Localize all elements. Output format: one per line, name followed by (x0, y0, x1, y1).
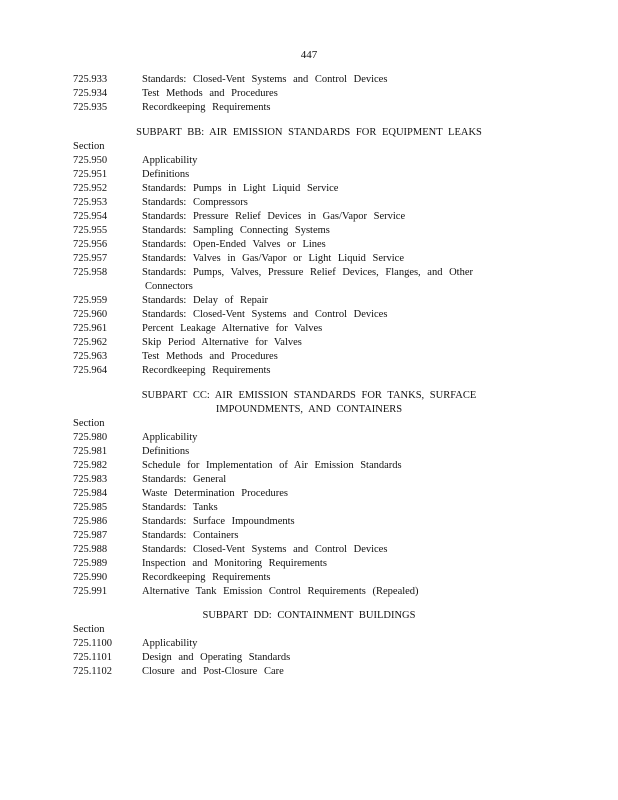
section-title: Alternative Tank Emission Control Requirements (Repealed) (142, 586, 419, 597)
list-item (73, 585, 553, 599)
list-item (73, 557, 553, 571)
list-item (73, 473, 553, 487)
section-number: 725.987 (73, 530, 108, 541)
section-title: Standards: Pumps in Light Liquid Service (142, 183, 339, 194)
section-number: 725.983 (73, 474, 108, 485)
section-title: Standards: Surface Impoundments (142, 516, 295, 527)
section-title: Percent Leakage Alternative for Valves (142, 323, 323, 334)
list-item (73, 501, 553, 515)
section-number: 725.1101 (73, 652, 112, 663)
list-item (73, 182, 553, 196)
section-title: Standards: Closed-Vent Systems and Control Devices (142, 544, 388, 555)
list-item (73, 154, 553, 168)
section-title: Recordkeeping Requirements (142, 365, 271, 376)
list-item (73, 459, 553, 473)
section-title: Standards: General (142, 474, 227, 485)
section-number: 725.1102 (73, 666, 112, 677)
section-number: 725.933 (73, 74, 108, 85)
list-item (73, 210, 553, 224)
section-title: Standards: Closed-Vent Systems and Control Devices (142, 74, 388, 85)
subpart-dd-heading: SUBPART DD: CONTAINMENT BUILDINGS (202, 610, 416, 621)
section-title: Standards: Valves in Gas/Vapor or Light Liquid Service (142, 253, 404, 264)
section-title: Test Methods and Procedures (142, 351, 278, 362)
section-title: Test Methods and Procedures (142, 88, 278, 99)
section-title: Standards: Pressure Relief Devices in Gas/Vapor Service (142, 211, 406, 222)
subpart-cc-heading-line2: IMPOUNDMENTS, AND CONTAINERS (215, 404, 403, 415)
section-number: 725.991 (73, 586, 108, 597)
section-number: 725.950 (73, 155, 108, 166)
section-number: 725.1100 (73, 638, 112, 649)
section-number: 725.954 (73, 211, 108, 222)
section-number: 725.990 (73, 572, 108, 583)
section-label: Section (73, 141, 105, 152)
section-title: Standards: Sampling Connecting Systems (142, 225, 330, 236)
section-number: 725.955 (73, 225, 108, 236)
section-title: Standards: Delay of Repair (142, 295, 269, 306)
section-title: Inspection and Monitoring Requirements (142, 558, 327, 569)
list-item (73, 350, 553, 364)
section-title: Standards: Pumps, Valves, Pressure Relief Devices, Flanges, and Other (142, 267, 474, 278)
list-item (73, 252, 553, 266)
subpart-cc-section-list (73, 417, 553, 599)
list-item (73, 637, 553, 651)
subpart-cc-heading-line1: SUBPART CC: AIR EMISSION STANDARDS FOR TANKS, SURFACE (141, 390, 477, 401)
section-number: 725.963 (73, 351, 108, 362)
list-item (73, 224, 553, 238)
section-number: 725.957 (73, 253, 108, 264)
section-title-continuation: Connectors (145, 281, 193, 292)
section-number: 725.934 (73, 88, 108, 99)
section-number: 725.962 (73, 337, 108, 348)
section-number: 725.985 (73, 502, 108, 513)
section-title: Applicability (142, 638, 198, 649)
list-item (73, 336, 553, 350)
list-item (73, 571, 553, 585)
list-item (73, 308, 553, 322)
list-item (73, 529, 553, 543)
section-number: 725.982 (73, 460, 108, 471)
section-label: Section (73, 418, 105, 429)
section-number: 725.984 (73, 488, 108, 499)
section-number: 725.988 (73, 544, 108, 555)
subpart-dd-section-list (73, 623, 553, 679)
intro-section-list (73, 73, 553, 115)
subpart-bb-heading: SUBPART BB: AIR EMISSION STANDARDS FOR EQUIPMENT LEAKS (136, 127, 482, 138)
section-number: 725.953 (73, 197, 108, 208)
section-title: Waste Determination Procedures (142, 488, 288, 499)
list-item (73, 73, 553, 87)
list-item (73, 651, 553, 665)
list-item (73, 294, 553, 308)
section-label: Section (73, 624, 105, 635)
list-item (73, 665, 553, 679)
list-item (73, 168, 553, 182)
section-number: 725.952 (73, 183, 108, 194)
list-item (73, 87, 553, 101)
list-item (73, 364, 553, 378)
list-item (73, 543, 553, 557)
section-title: Applicability (142, 432, 198, 443)
section-title: Closure and Post-Closure Care (142, 666, 284, 677)
list-item (73, 487, 553, 501)
section-title: Design and Operating Standards (142, 652, 291, 663)
section-title: Standards: Tanks (142, 502, 218, 513)
list-item (73, 431, 553, 445)
section-title: Standards: Open-Ended Valves or Lines (142, 239, 326, 250)
section-title: Standards: Compressors (142, 197, 248, 208)
list-item (73, 101, 553, 115)
section-number: 725.960 (73, 309, 108, 320)
section-number: 725.958 (73, 267, 108, 278)
list-item (73, 515, 553, 529)
list-item (73, 445, 553, 459)
list-item (73, 322, 553, 336)
section-title: Applicability (142, 155, 198, 166)
section-title: Definitions (142, 446, 190, 457)
list-item (73, 266, 553, 280)
section-title: Standards: Closed-Vent Systems and Control Devices (142, 309, 388, 320)
section-title: Schedule for Implementation of Air Emission Standards (142, 460, 402, 471)
subpart-bb-section-list (73, 140, 553, 378)
page-number: 447 (300, 49, 318, 61)
list-item (73, 196, 553, 210)
section-number: 725.989 (73, 558, 108, 569)
list-item (73, 238, 553, 252)
section-number: 725.964 (73, 365, 108, 376)
section-title: Standards: Containers (142, 530, 239, 541)
section-number: 725.986 (73, 516, 108, 527)
section-number: 725.961 (73, 323, 108, 334)
section-number: 725.980 (73, 432, 108, 443)
section-title: Skip Period Alternative for Valves (142, 337, 302, 348)
section-number: 725.935 (73, 102, 108, 113)
section-number: 725.959 (73, 295, 108, 306)
section-number: 725.956 (73, 239, 108, 250)
section-number: 725.951 (73, 169, 108, 180)
section-title: Recordkeeping Requirements (142, 102, 271, 113)
section-title: Recordkeeping Requirements (142, 572, 271, 583)
section-title: Definitions (142, 169, 190, 180)
section-number: 725.981 (73, 446, 108, 457)
